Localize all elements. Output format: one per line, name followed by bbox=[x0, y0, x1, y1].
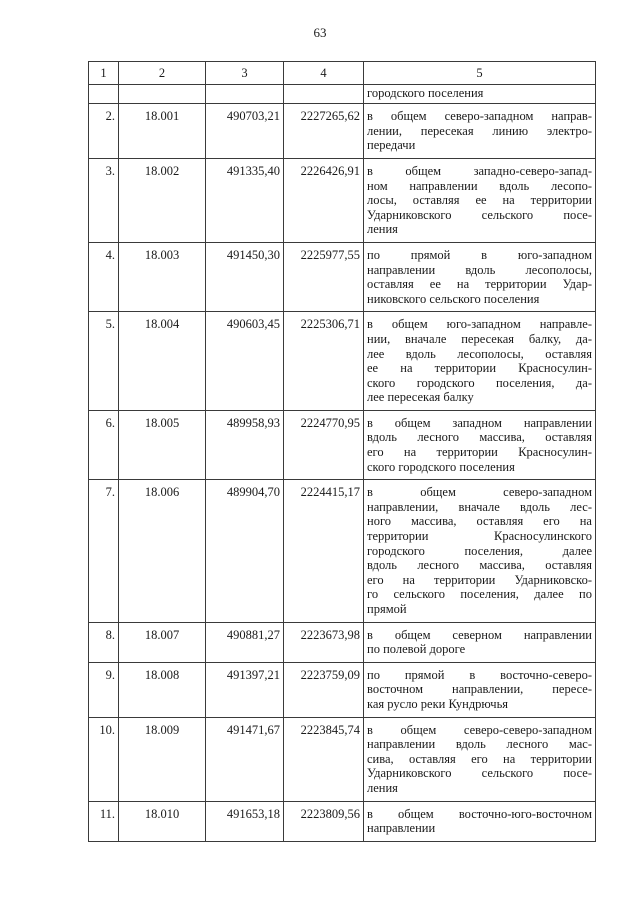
description-line: лее пересекая балку bbox=[367, 390, 474, 405]
row-number-cell: 6. bbox=[89, 410, 119, 479]
boundary-table bbox=[88, 61, 596, 842]
table-row bbox=[89, 242, 596, 311]
description-line: направлении, вначале вдоль лес- bbox=[367, 499, 592, 514]
point-id-cell: 18.009 bbox=[119, 717, 206, 801]
y-coordinate-cell: 2224415,17 bbox=[284, 480, 364, 622]
description-line: в общем западном направлении bbox=[367, 415, 592, 430]
y-coordinate-cell: 2224770,95 bbox=[284, 410, 364, 479]
table-row bbox=[89, 104, 596, 159]
header-cell-4: 4 bbox=[284, 62, 364, 85]
description-line: его на территории Ударниковско- bbox=[367, 572, 592, 587]
point-id-cell: 18.002 bbox=[119, 158, 206, 242]
description-line: сива, оставляя его на территории bbox=[367, 751, 592, 766]
point-id-cell: 18.008 bbox=[119, 662, 206, 717]
row-number-cell: 3. bbox=[89, 158, 119, 242]
description-line: в общем юго-западном направле- bbox=[367, 317, 592, 332]
description-line: направлении вдоль лесополосы, bbox=[367, 262, 592, 277]
table-row bbox=[89, 312, 596, 411]
page-number: 63 bbox=[313, 25, 327, 40]
description-line: направлении вдоль лесного мас- bbox=[367, 737, 592, 752]
description-line: его на территории Красносулин- bbox=[367, 445, 592, 460]
description-line: направлении bbox=[367, 821, 436, 836]
row-number-cell: 5. bbox=[89, 312, 119, 411]
header-cell-2: 2 bbox=[119, 62, 206, 85]
x-coordinate-cell: 490881,27 bbox=[206, 622, 284, 662]
x-coordinate-cell: 491653,18 bbox=[206, 801, 284, 841]
description-line: по прямой в восточно-северо- bbox=[367, 667, 592, 682]
description-line: ления bbox=[367, 222, 398, 237]
description-line: в общем восточно-юго-восточном bbox=[367, 806, 592, 821]
description-line: ного массива, оставляя его на bbox=[367, 514, 592, 529]
row-number-cell: 4. bbox=[89, 242, 119, 311]
description-cell bbox=[364, 801, 596, 841]
description-line: никовского сельского поселения bbox=[367, 291, 540, 306]
description-cell bbox=[364, 158, 596, 242]
description-line: прямой bbox=[367, 602, 407, 616]
row-number-cell: 11. bbox=[89, 801, 119, 841]
description-line: ном направлении вдоль лесопо- bbox=[367, 178, 592, 193]
y-coordinate-cell: 2223759,09 bbox=[284, 662, 364, 717]
x-coordinate-cell: 490703,21 bbox=[206, 104, 284, 159]
x-coordinate-cell: 489958,93 bbox=[206, 410, 284, 479]
point-id-cell: 18.005 bbox=[119, 410, 206, 479]
description-cell bbox=[364, 242, 596, 311]
y-coordinate-cell: 2225977,55 bbox=[284, 242, 364, 311]
description-line: лее вдоль лесополосы, оставляя bbox=[367, 346, 592, 361]
description-line: передачи bbox=[367, 138, 416, 153]
x-coordinate-cell: 489904,70 bbox=[206, 480, 284, 622]
table-row bbox=[89, 410, 596, 479]
continuation-row bbox=[89, 84, 596, 104]
description-line: восточном направлении, пересе- bbox=[367, 682, 592, 697]
description-cell bbox=[364, 104, 596, 159]
continuation-description: городского поселения bbox=[364, 84, 596, 104]
point-id-cell: 18.007 bbox=[119, 622, 206, 662]
description-line: городского поселения, далее bbox=[367, 543, 592, 558]
description-cell bbox=[364, 662, 596, 717]
table-row bbox=[89, 801, 596, 841]
description-line: в общем северо-западном направ- bbox=[367, 109, 592, 124]
description-cell bbox=[364, 480, 596, 622]
y-coordinate-cell: 2226426,91 bbox=[284, 158, 364, 242]
description-line: лосы, оставляя ее на территории bbox=[367, 193, 592, 208]
description-line: лении, пересекая линию электро- bbox=[367, 123, 592, 138]
header-cell-3: 3 bbox=[206, 62, 284, 85]
point-id-cell: 18.010 bbox=[119, 801, 206, 841]
point-id-cell: 18.004 bbox=[119, 312, 206, 411]
table-row bbox=[89, 622, 596, 662]
continuation-empty-cell bbox=[284, 84, 364, 104]
x-coordinate-cell: 490603,45 bbox=[206, 312, 284, 411]
y-coordinate-cell: 2223809,56 bbox=[284, 801, 364, 841]
point-id-cell: 18.001 bbox=[119, 104, 206, 159]
description-line: нии, вначале пересекая балку, да- bbox=[367, 331, 592, 346]
header-cell-5: 5 bbox=[364, 62, 596, 85]
description-line: в общем северо-западном bbox=[367, 485, 592, 500]
continuation-empty-cell bbox=[89, 84, 119, 104]
row-number-cell: 8. bbox=[89, 622, 119, 662]
table-row bbox=[89, 480, 596, 622]
description-line: в общем северо-северо-западном bbox=[367, 722, 592, 737]
description-line: ского городского поселения bbox=[367, 459, 515, 474]
description-line: го сельского поселения, далее по bbox=[367, 587, 592, 602]
continuation-empty-cell bbox=[206, 84, 284, 104]
point-id-cell: 18.006 bbox=[119, 480, 206, 622]
header-row bbox=[89, 62, 596, 85]
description-line: оставляя ее на территории Удар- bbox=[367, 277, 592, 292]
header-cell-1: 1 bbox=[89, 62, 119, 85]
row-number-cell: 7. bbox=[89, 480, 119, 622]
description-line: в общем западно-северо-запад- bbox=[367, 163, 592, 178]
description-line: вдоль лесного массива, оставляя bbox=[367, 430, 592, 445]
description-cell bbox=[364, 410, 596, 479]
description-line: Ударниковского сельского посе- bbox=[367, 766, 592, 781]
description-line: Ударниковского сельского посе- bbox=[367, 207, 592, 222]
description-line: ления bbox=[367, 780, 398, 795]
point-id-cell: 18.003 bbox=[119, 242, 206, 311]
table-row bbox=[89, 717, 596, 801]
description-line: ее на территории Красносулин- bbox=[367, 361, 592, 376]
description-line: вдоль лесного массива, оставляя bbox=[367, 558, 592, 573]
y-coordinate-cell: 2227265,62 bbox=[284, 104, 364, 159]
y-coordinate-cell: 2223845,74 bbox=[284, 717, 364, 801]
x-coordinate-cell: 491450,30 bbox=[206, 242, 284, 311]
description-line: по прямой в юго-западном bbox=[367, 247, 592, 262]
row-number-cell: 9. bbox=[89, 662, 119, 717]
table-row bbox=[89, 158, 596, 242]
x-coordinate-cell: 491397,21 bbox=[206, 662, 284, 717]
description-line: по полевой дороге bbox=[367, 642, 466, 657]
x-coordinate-cell: 491335,40 bbox=[206, 158, 284, 242]
y-coordinate-cell: 2223673,98 bbox=[284, 622, 364, 662]
row-number-cell: 10. bbox=[89, 717, 119, 801]
description-cell bbox=[364, 622, 596, 662]
description-line: кая русло реки Кундрючья bbox=[367, 696, 509, 711]
description-cell bbox=[364, 312, 596, 411]
x-coordinate-cell: 491471,67 bbox=[206, 717, 284, 801]
description-line: ского городского поселения, да- bbox=[367, 375, 592, 390]
description-cell bbox=[364, 717, 596, 801]
description-line: территории Красносулинского bbox=[367, 529, 592, 544]
continuation-empty-cell bbox=[119, 84, 206, 104]
row-number-cell: 2. bbox=[89, 104, 119, 159]
y-coordinate-cell: 2225306,71 bbox=[284, 312, 364, 411]
description-line: в общем северном направлении bbox=[367, 627, 592, 642]
table-row bbox=[89, 662, 596, 717]
